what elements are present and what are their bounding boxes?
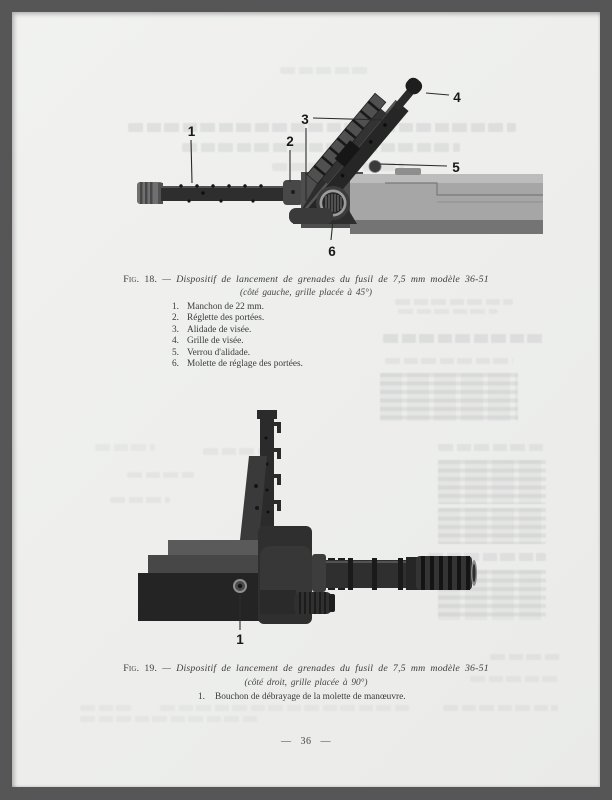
- figure-18-label: Fig. 18.: [123, 274, 158, 285]
- legend-item: [166, 359, 303, 370]
- show-through-text: [395, 299, 513, 305]
- page-number: — 36 —: [281, 736, 331, 747]
- figure-19-illustration: [110, 408, 525, 654]
- legend-num: 6.: [172, 359, 179, 370]
- callout-4: 4: [453, 90, 461, 105]
- rifle-muzzle: [137, 182, 163, 204]
- figure-19-title: — Dispositif de lancement de grenades du fusil de 7,5 mm modèle 36-51: [162, 663, 489, 674]
- callout-6: 6: [328, 244, 336, 259]
- legend-num: 1.: [172, 302, 179, 312]
- legend-label: Réglette des portées.: [187, 313, 265, 324]
- figure-18-legend: [166, 302, 303, 370]
- legend-item: [166, 336, 303, 347]
- legend-num: 2.: [172, 313, 179, 324]
- legend-item: [166, 325, 303, 336]
- show-through-text: [80, 705, 135, 711]
- show-through-text: [383, 334, 545, 343]
- callout-2: 2: [286, 134, 294, 149]
- show-through-text: [443, 705, 558, 711]
- figure-18-subtitle: (côté gauche, grille placée à 45°): [239, 288, 373, 298]
- legend-item: [166, 302, 303, 313]
- legend-num: 5.: [172, 347, 179, 358]
- under-barrel-lug: [289, 208, 333, 224]
- legend-num: 1.: [198, 692, 205, 702]
- legend-item: [166, 313, 303, 324]
- release-plug: [233, 579, 247, 593]
- legend-label: Verrou d'alidade.: [187, 347, 251, 358]
- legend-num: 3.: [172, 324, 179, 335]
- rifle-barrel: [312, 554, 477, 592]
- receiver-stock: [138, 540, 278, 621]
- under-barrel-lug: [260, 590, 335, 614]
- figure-18-title: — Dispositif de lancement de grenades du fusil de 7,5 mm modèle 36-51: [162, 274, 489, 285]
- legend-label: Alidade de visée.: [187, 324, 252, 335]
- legend-label: Bouchon de débrayage de la molette de manœuvre.: [215, 692, 406, 702]
- rifle-barrel: [161, 184, 287, 202]
- show-through-text: [385, 358, 513, 364]
- barrel-collar: [283, 180, 303, 205]
- figure-19-subtitle: (côté droit, grille placée à 90°): [244, 678, 368, 688]
- callout-1: 1: [187, 124, 196, 139]
- show-through-text: [80, 716, 260, 722]
- figure-18-caption: [12, 274, 600, 285]
- legend-label: Molette de réglage des portées.: [187, 359, 303, 370]
- figure-19-legend: [192, 692, 406, 702]
- figure-19-caption: [12, 663, 600, 674]
- figure-19-label: Fig. 19.: [123, 663, 158, 674]
- legend-item: [166, 348, 303, 359]
- callout-3: 3: [301, 112, 309, 127]
- show-through-text: [160, 705, 410, 711]
- callout-5: 5: [452, 160, 460, 175]
- scanned-page: [12, 12, 600, 787]
- legend-label: Manchon de 22 mm.: [187, 302, 264, 312]
- show-through-text: [398, 309, 498, 314]
- alidade-lock-knob: [367, 158, 384, 175]
- legend-num: 4.: [172, 336, 179, 347]
- figure-19-photo: [110, 408, 525, 654]
- callout-1: 1: [236, 632, 244, 647]
- legend-label: Grille de visée.: [187, 336, 244, 347]
- show-through-text: [490, 654, 560, 660]
- figure-18-photo: [85, 62, 545, 262]
- figure-18-illustration: [85, 62, 545, 262]
